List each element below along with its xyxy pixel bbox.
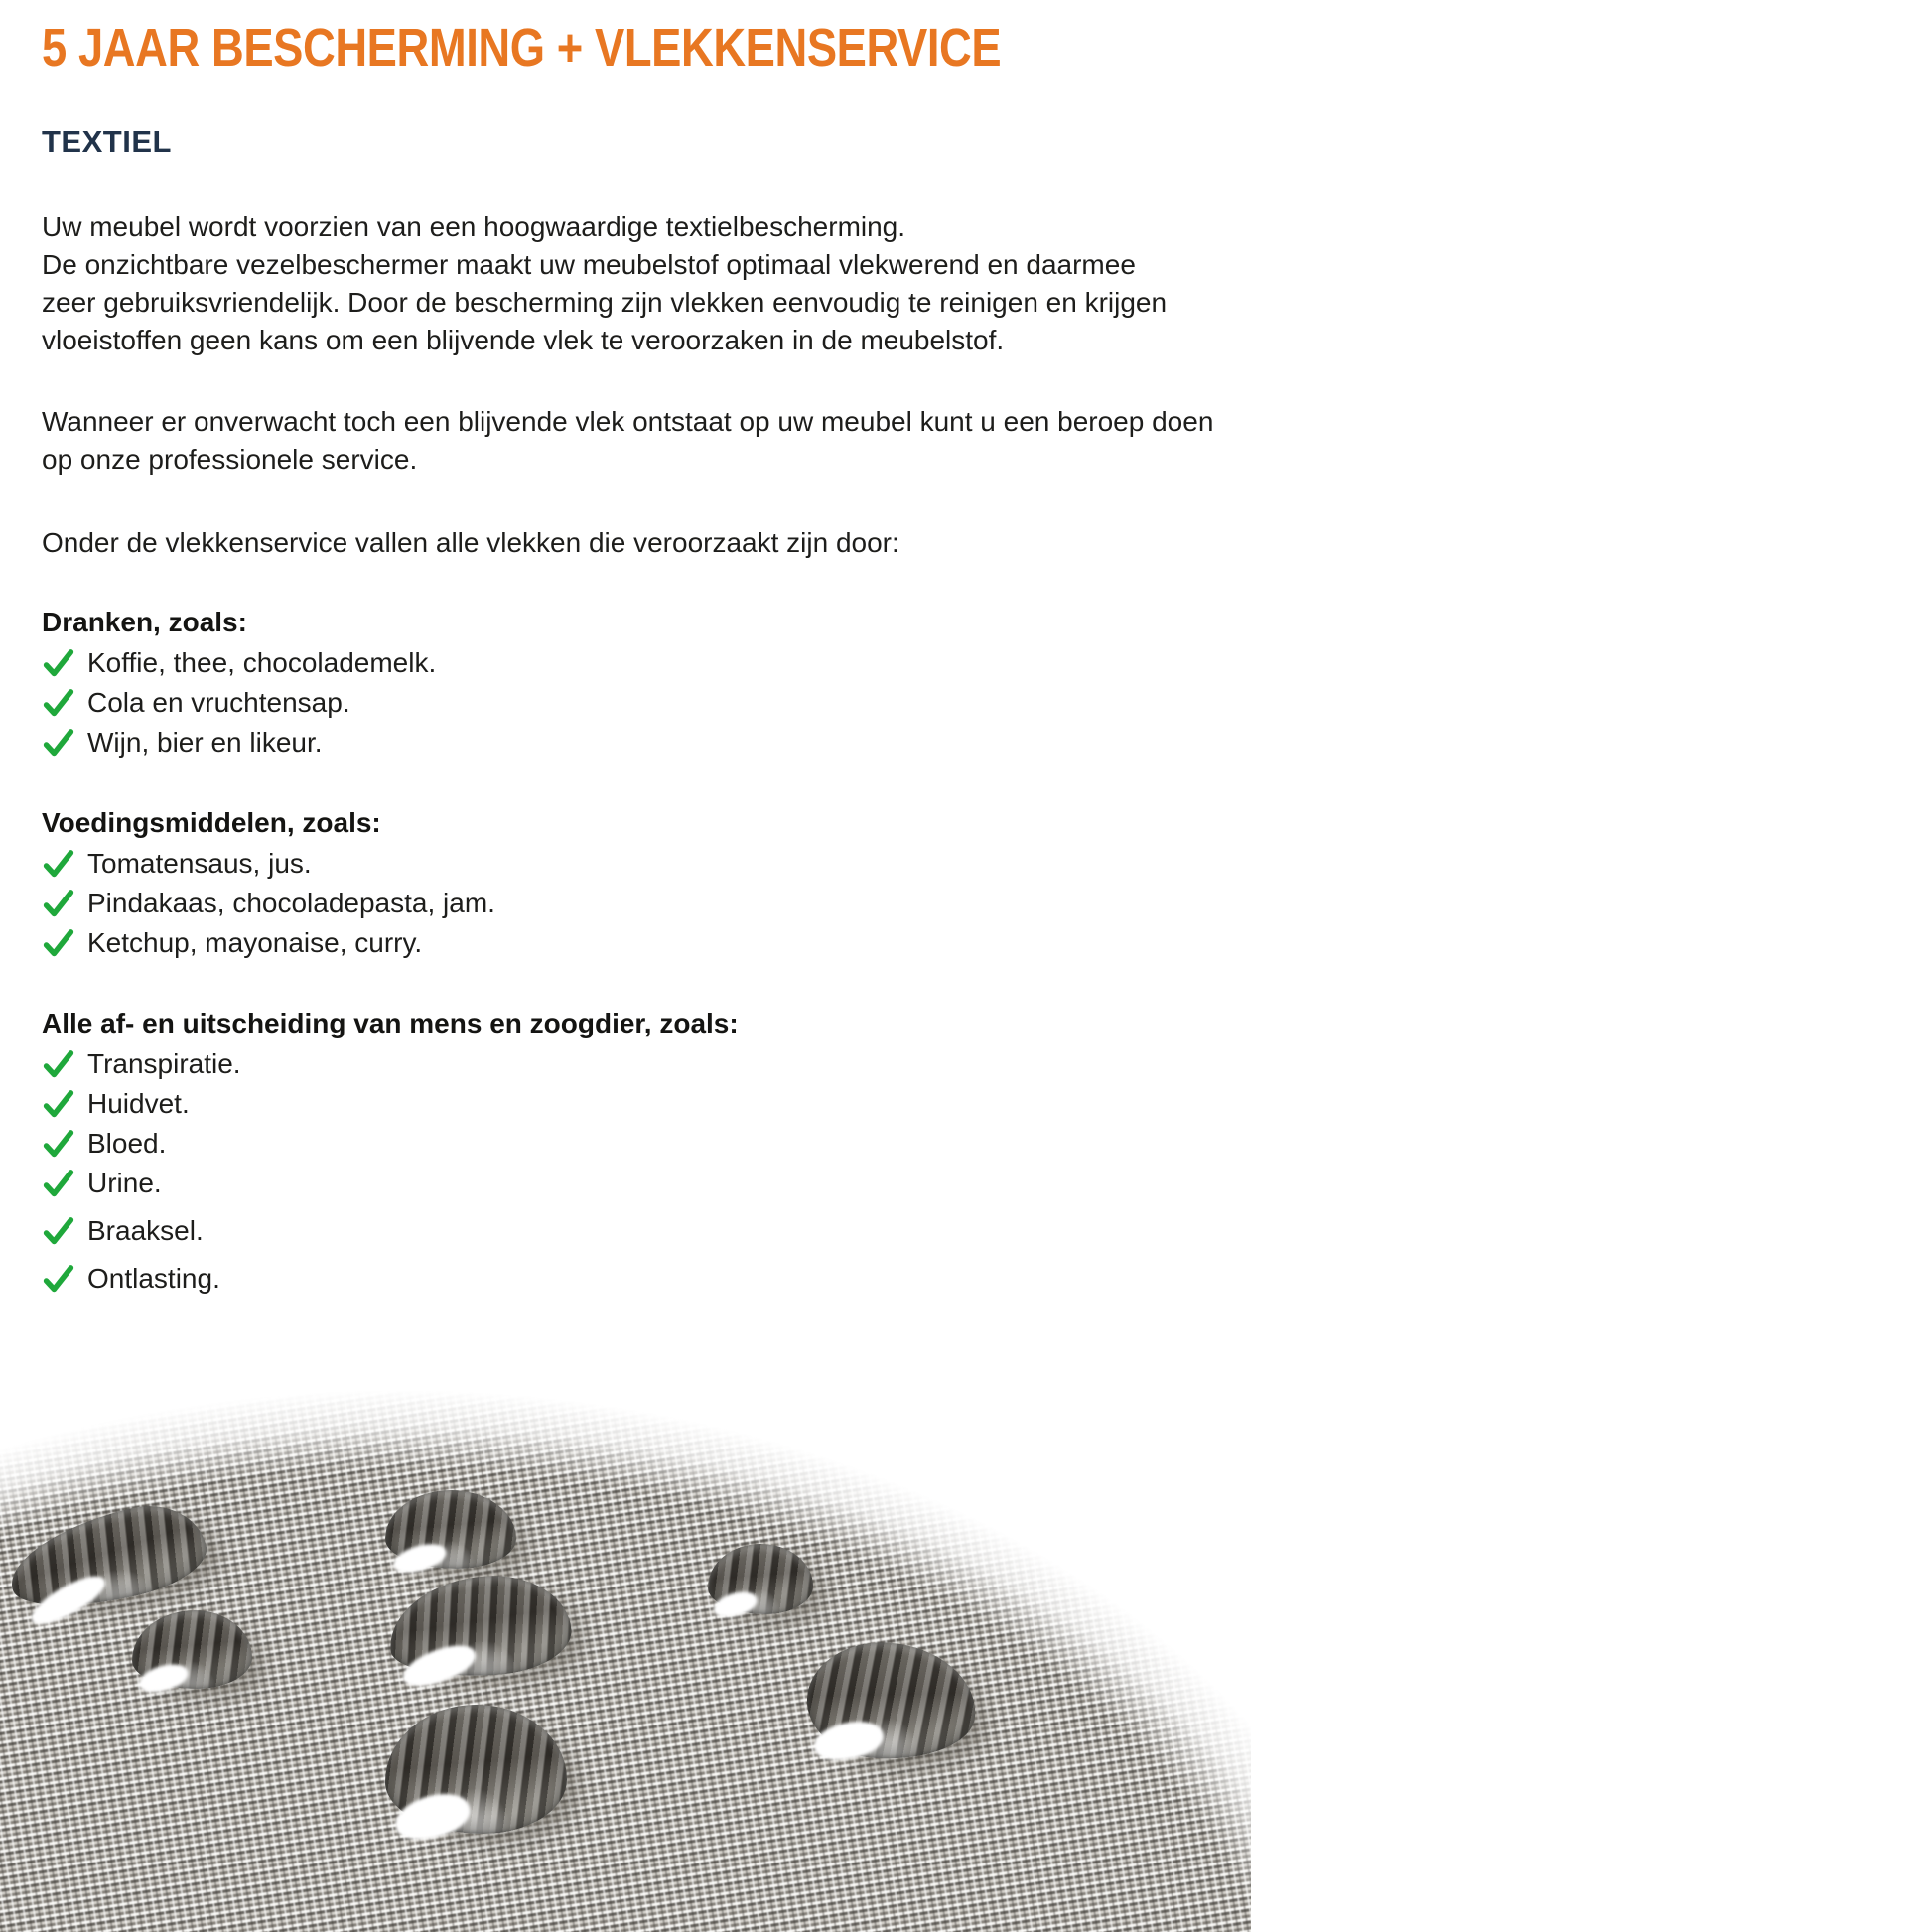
check-icon: [42, 1087, 75, 1121]
list-item-label: Ontlasting.: [87, 1262, 220, 1294]
lead-in-line: Onder de vlekkenservice vallen alle vlekken die veroorzaakt zijn door:: [42, 526, 899, 558]
list-section-voedingsmiddelen: [42, 806, 1590, 963]
list-section-uitscheiding: [42, 1007, 1590, 1299]
check-icon: [42, 1262, 75, 1296]
paragraph-line: zeer gebruiksvriendelijk. Door de bescherming zijn vlekken eenvoudig te reinigen en krijgen: [42, 286, 1168, 318]
list-item: [42, 1084, 1590, 1124]
list-item-label: Transpiratie.: [87, 1047, 241, 1079]
list-item-label: Pindakaas, chocoladepasta, jam.: [87, 887, 495, 918]
intro-paragraph-2: [42, 403, 1590, 479]
photo-edge-fade: [0, 1380, 1251, 1932]
list-item: [42, 1124, 1590, 1164]
list-item-label: Tomatensaus, jus.: [87, 847, 312, 879]
paragraph-line: Wanneer er onverwacht toch een blijvende vlek ontstaat op uw meubel kunt u een beroep doen: [42, 405, 1214, 437]
list-heading-uitscheiding: Alle af- en uitscheiding van mens en zoogdier, zoals:: [42, 1007, 739, 1038]
list-item-label: Wijn, bier en likeur.: [87, 726, 323, 758]
list-item: [42, 923, 1590, 963]
page-title: [42, 20, 1590, 76]
list-item-label: Huidvet.: [87, 1087, 190, 1119]
list-item-label: Cola en vruchtensap.: [87, 686, 350, 718]
list-item-label: Ketchup, mayonaise, curry.: [87, 926, 423, 958]
check-icon: [42, 646, 75, 680]
check-list: [42, 1044, 1590, 1299]
check-icon: [42, 686, 75, 720]
list-item: [42, 1259, 1590, 1299]
paragraph-line: vloeistoffen geen kans om een blijvende vlek te veroorzaken in de meubelstof.: [42, 324, 1005, 355]
list-item: [42, 1044, 1590, 1084]
list-item: [42, 643, 1590, 683]
check-icon: [42, 1167, 75, 1200]
check-icon: [42, 1127, 75, 1161]
list-item-label: Bloed.: [87, 1127, 167, 1159]
paragraph-line: op onze professionele service.: [42, 443, 418, 475]
check-list: [42, 844, 1590, 963]
page-title-text: 5 JAAR BESCHERMING + VLEKKENSERVICE: [42, 18, 1002, 77]
check-icon: [42, 726, 75, 759]
intro-paragraph-1: [42, 208, 1590, 359]
list-item: [42, 884, 1590, 923]
list-item: [42, 723, 1590, 762]
paragraph-line: Uw meubel wordt voorzien van een hoogwaardige textielbescherming.: [42, 210, 906, 242]
list-item: [42, 1164, 1590, 1203]
check-icon: [42, 847, 75, 881]
check-icon: [42, 926, 75, 960]
check-list: [42, 643, 1590, 762]
subtitle-textiel: TEXTIEL: [42, 123, 172, 159]
list-item-label: Koffie, thee, chocolademelk.: [87, 646, 437, 678]
list-heading-voedingsmiddelen: Voedingsmiddelen, zoals:: [42, 806, 381, 838]
list-item: [42, 844, 1590, 884]
list-section-dranken: [42, 606, 1590, 762]
check-icon: [42, 1214, 75, 1248]
list-item-label: Urine.: [87, 1167, 162, 1198]
list-item: [42, 683, 1590, 723]
list-item: [42, 1211, 1590, 1251]
check-icon: [42, 887, 75, 920]
check-icon: [42, 1047, 75, 1081]
list-heading-dranken: Dranken, zoals:: [42, 606, 247, 637]
paragraph-line: De onzichtbare vezelbeschermer maakt uw meubelstof optimaal vlekwerend en daarmee: [42, 248, 1136, 280]
document-content: [42, 0, 1590, 1299]
fabric-droplets-image: [0, 1380, 1251, 1932]
list-item-label: Braaksel.: [87, 1214, 204, 1246]
